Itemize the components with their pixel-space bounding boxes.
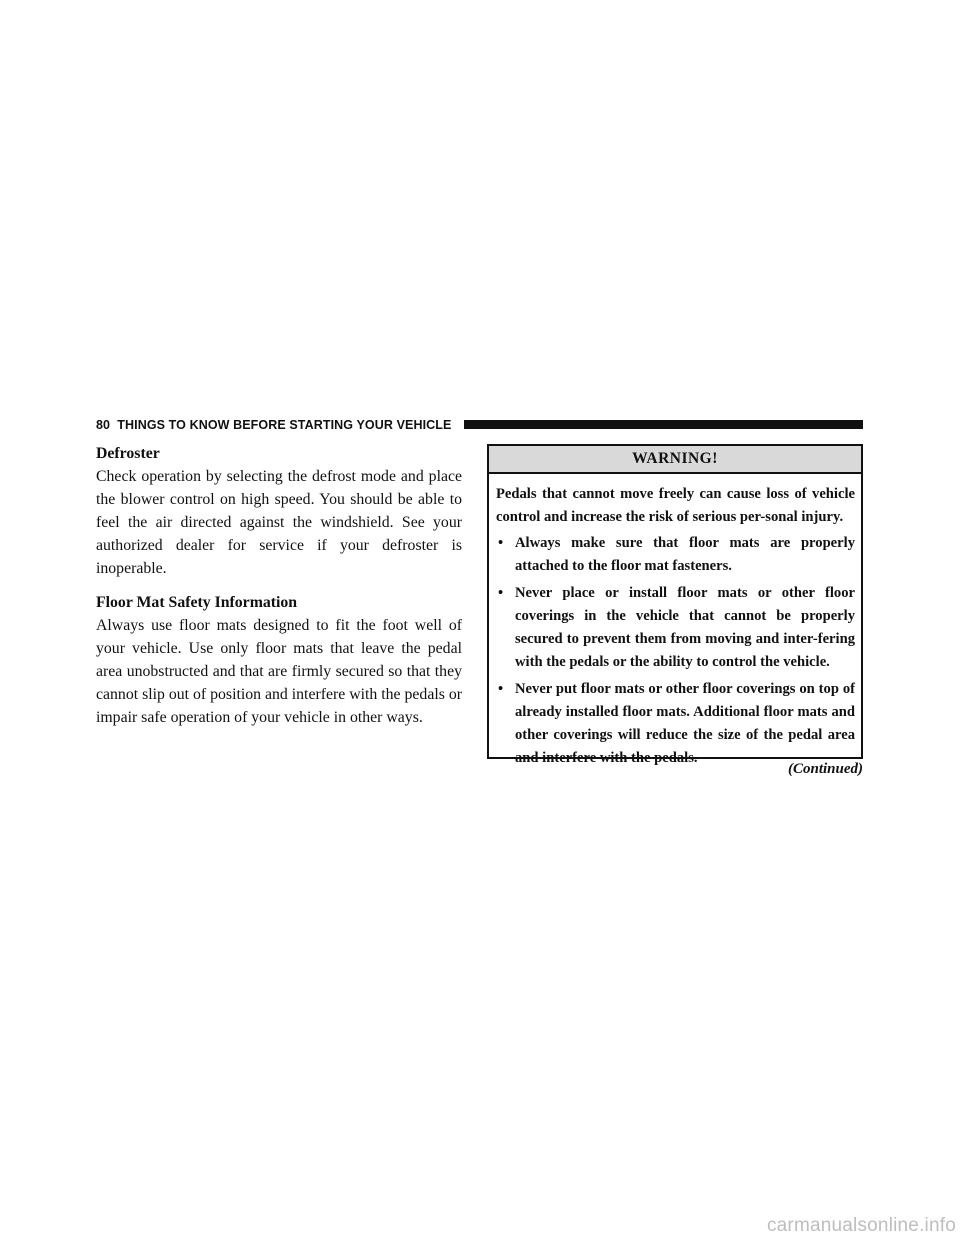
bullet-icon: • [498,681,504,697]
page-number: 80 [96,418,111,432]
bullet-icon: • [498,585,504,601]
defroster-heading: Defroster [96,445,160,462]
page-header [96,418,863,433]
warning-list [496,532,855,770]
watermark-text: carmanualsonline.info [766,1215,956,1236]
warning-item [496,582,855,674]
section-title: THINGS TO KNOW BEFORE STARTING YOUR VEHICLE [117,418,452,432]
warning-item-text: Never put floor mats or other floor coverings on top of already installed floor mats. Additional floor mats and other coverings will reduce the size of the pedal area and interfere with the pedals. [515,681,855,766]
warning-intro: Pedals that cannot move freely can cause loss of vehicle control and increase the risk of serious per-sonal injury. [496,486,855,525]
defroster-paragraph: Check operation by selecting the defrost mode and place the blower control on high speed. You should be able to feel the air directed against the windshield. See your authorized dealer for service if your defroster is inoperable. [96,468,462,577]
continued-label: (Continued) [787,761,863,777]
floor-mat-paragraph: Always use floor mats designed to fit the foot well of your vehicle. Use only floor mats that leave the pedal area unobstructed and that are firmly secured so that they cannot slip out of position and interfere with the pedals or impair safe operation of your vehicle in other ways. [96,617,462,726]
warning-item [496,678,855,770]
header-rule [464,420,863,429]
floor-mat-heading: Floor Mat Safety Information [96,594,298,611]
warning-item-text: Always make sure that floor mats are properly attached to the floor mat fasteners. [515,535,855,574]
header-text [96,418,451,433]
warning-item [496,532,855,578]
bullet-icon: • [498,535,504,551]
warning-box [487,444,863,766]
warning-item-text: Never place or install floor mats or other floor coverings in the vehicle that cannot be properly secured to prevent them from moving and inter-fering with the pedals or the ability to control the vehicle. [515,585,855,670]
left-column [96,442,462,729]
warning-body [489,474,861,770]
warning-title: WARNING! [489,446,861,474]
